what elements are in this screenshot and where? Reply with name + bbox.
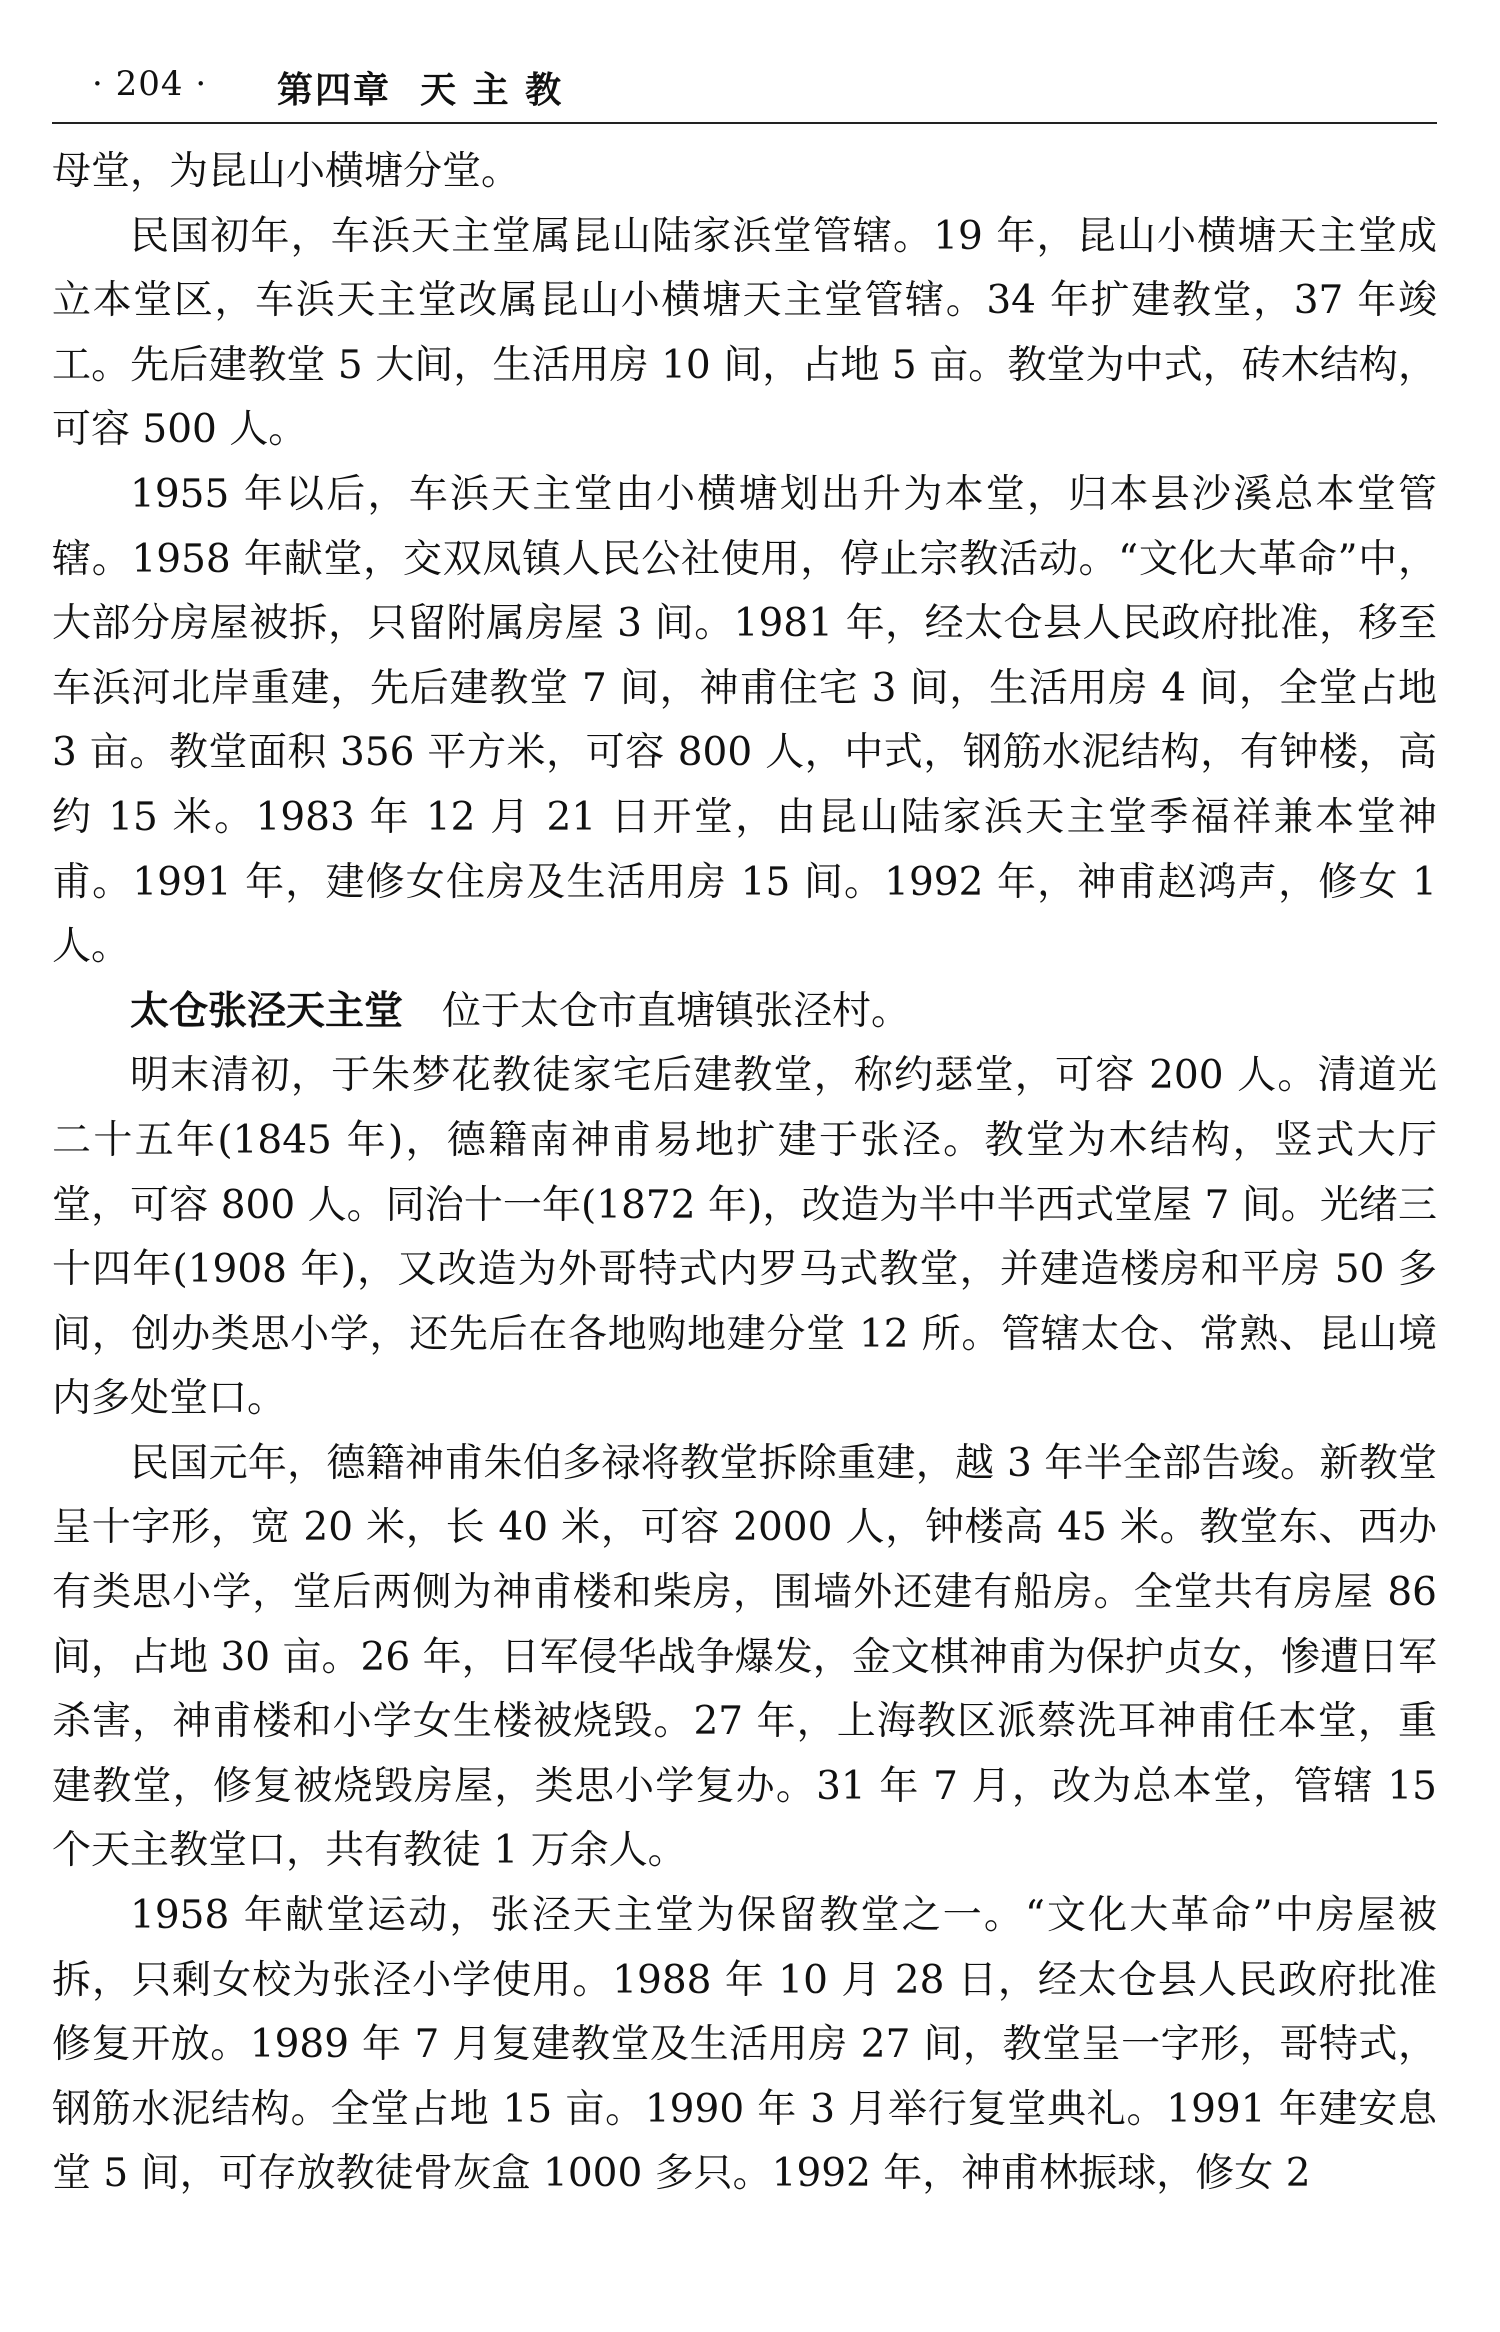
page-body <box>52 140 1437 2207</box>
page-number: · 204 · <box>92 64 208 104</box>
entry-paragraph <box>52 980 1437 1045</box>
paragraph: 明末清初，于朱梦花教徒家宅后建教堂，称约瑟堂，可容 200 人。清道光二十五年(1845 年)，德籍南神甫易地扩建于张泾。教堂为木结构，竖式大厅堂，可容 800 人。同治十一年(1872 年)，改造为半中半西式堂屋 7 间。光绪三十四年(1908 年)，又改造为外哥特式内罗马式教堂，并建造楼房和平房 50 多间，创办类思小学，还先后在各地购地建分堂 12 所。管辖太仓、常熟、昆山境内多处堂口。 <box>52 1053 1437 1422</box>
paragraph-continuation: 母堂，为昆山小横塘分堂。 <box>52 149 521 194</box>
page-header <box>52 60 1437 124</box>
paragraph: 1955 年以后，车浜天主堂由小横塘划出升为本堂，归本县沙溪总本堂管辖。1958 年献堂，交双凤镇人民公社使用，停止宗教活动。“文化大革命”中，大部分房屋被拆，只留附属房屋 3 间。1981 年，经太仓县人民政府批准，移至车浜河北岸重建，先后建教堂 7 间，神甫住宅 3 间，生活用房 4 间，全堂占地 3 亩。教堂面积 356 平方米，可容 800 人，中式，钢筋水泥结构，有钟楼，高约 15 米。1983 年 12 月 21 日开堂，由昆山陆家浜天主堂季福祥兼本堂神甫。1991 年，建修女住房及生活用房 15 间。1992 年，神甫赵鸿声，修女 1 人。 <box>52 471 1437 970</box>
paragraph: 民国元年，德籍神甫朱伯多禄将教堂拆除重建，越 3 年半全部告竣。新教堂呈十字形，宽 20 米，长 40 米，可容 2000 人，钟楼高 45 米。教堂东、西办有类思小学，堂后两侧为神甫楼和柴房，围墙外还建有船房。全堂共有房屋 86 间，占地 30 亩。26 年，日军侵华战争爆发，金文棋神甫为保护贞女，惨遭日军杀害，神甫楼和小学女生楼被烧毁。27 年，上海教区派蔡洗耳神甫任本堂，重建教堂，修复被烧毁房屋，类思小学复办。31 年 7 月，改为总本堂，管辖 15 个天主教堂口，共有教徒 1 万余人。 <box>52 1440 1437 1874</box>
entry-heading: 太仓张泾天主堂 <box>130 988 404 1034</box>
paragraph: 1958 年献堂运动，张泾天主堂为保留教堂之一。“文化大革命”中房屋被拆，只剩女校为张泾小学使用。1988 年 10 月 28 日，经太仓县人民政府批准修复开放。1989 年 7 月复建教堂及生活用房 27 间，教堂呈一字形，哥特式，钢筋水泥结构。全堂占地 15 亩。1990 年 3 月举行复堂典礼。1991 年建安息堂 5 间，可存放教徒骨灰盒 1000 多只。1992 年，神甫林振球，修女 2 <box>52 1893 1437 2197</box>
chapter-title: 第四章 天 主 教 <box>277 70 564 111</box>
entry-location: 位于太仓市直塘镇张泾村。 <box>442 988 911 1034</box>
paragraph: 民国初年，车浜天主堂属昆山陆家浜堂管辖。19 年，昆山小横塘天主堂成立本堂区，车浜天主堂改属昆山小横塘天主堂管辖。34 年扩建教堂，37 年竣工。先后建教堂 5 大间，生活用房 10 间，占地 5 亩。教堂为中式，砖木结构，可容 500 人。 <box>52 213 1437 453</box>
